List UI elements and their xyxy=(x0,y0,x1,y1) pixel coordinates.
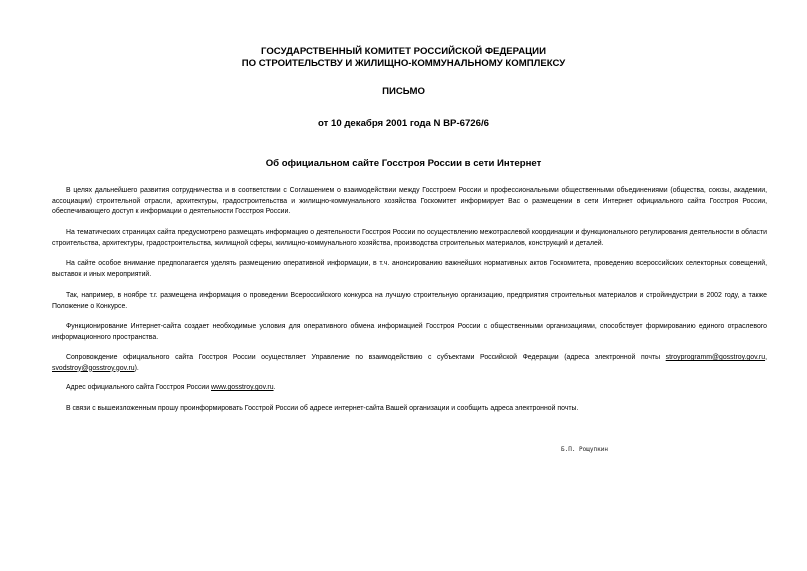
doc-type: ПИСЬМО xyxy=(382,86,425,97)
doc-subject: Об официальном сайте Госстроя России в сети Интернет xyxy=(265,158,542,169)
paragraph-8: В связи с вышеизложенным прошу проинформировать Госстрой России об адресе интернет-сайта Вашей организации и сообщить адреса электронной почты. xyxy=(66,405,579,412)
paragraph-4: Так, например, в ноябре т.г. размещена информация о проведении Всероссийского конкурса на лучшую строительную организацию, предприятия строительных материалов и стройиндустрии в 2002 году, а также Положение о Конкурсе. xyxy=(52,292,767,310)
org-name-line2: ПО СТРОИТЕЛЬСТВУ И ЖИЛИЩНО-КОММУНАЛЬНОМУ КОМПЛЕКСУ xyxy=(241,58,566,69)
paragraph-3: На сайте особое внимание предполагается уделять размещению оперативной информации, в т.ч. анонсированию важнейших нормативных актов Госкомитета, проведению всероссийских селекторных совещений, выставок и иных мероприятий. xyxy=(52,260,767,278)
paragraph-7-end: . xyxy=(273,384,276,391)
doc-date-number: от 10 декабря 2001 года N ВР-6726/6 xyxy=(318,118,489,129)
paragraph-6-text: Сопровождение официального сайта Госстроя России осуществляет Управление по взаимодействию с субъектами Российской Федерации (адреса электронной почты xyxy=(66,354,666,361)
paragraph-7 xyxy=(52,383,767,394)
site-link[interactable]: www.gosstroy.gov.ru xyxy=(211,384,274,391)
org-name-line1: ГОСУДАРСТВЕННЫЙ КОМИТЕТ РОССИЙСКОЙ ФЕДЕРАЦИИ xyxy=(261,46,546,57)
email-separator: , xyxy=(765,354,767,361)
paragraph-7-text: Адрес официального сайта Госстроя России xyxy=(66,384,212,391)
email-link-svodstroy[interactable]: svodstroy@gosstroy.gov.ru xyxy=(52,364,135,372)
paragraph-5: Функционирование Интернет-сайта создает необходимые условия для оперативного обмена информацией Госстроя России с общественными организациями, способствует формированию единого отраслевого информационного пространства. xyxy=(52,323,767,341)
email-link-stroyprogramm[interactable]: stroyprogramm@gosstroy.gov.ru xyxy=(665,354,766,361)
paragraph-6 xyxy=(52,353,767,374)
signature: Б.П. Рощупкин xyxy=(561,446,608,453)
paragraph-6-end: ). xyxy=(134,364,139,372)
paragraph-2: На тематических страницах сайта предусмотрено размещать информацию о деятельности Госстроя России по осуществлению межотраслевой координации и функционального регулирования деятельности в области строительства, архитектуры, градостроительства, жилищной сферы, жилищно-коммунального хозяйства, производства строительных материалов, конструкций и деталей. xyxy=(52,229,767,247)
paragraph-1: В целях дальнейшего развития сотрудничества и в соответствии с Соглашением о взаимодействии между Госстроем России и профессиональными общественными объединениями (общества, союзы, академии, ассоциации) строительной отрасли, архитектуры, градостроительства и жилищно-коммунального хозяйства Госкомитет информирует Вас о размещении в сети Интернет официального сайта Госстроя России, обеспечивающего доступ к информации о деятельности Госстроя России. xyxy=(52,187,767,216)
